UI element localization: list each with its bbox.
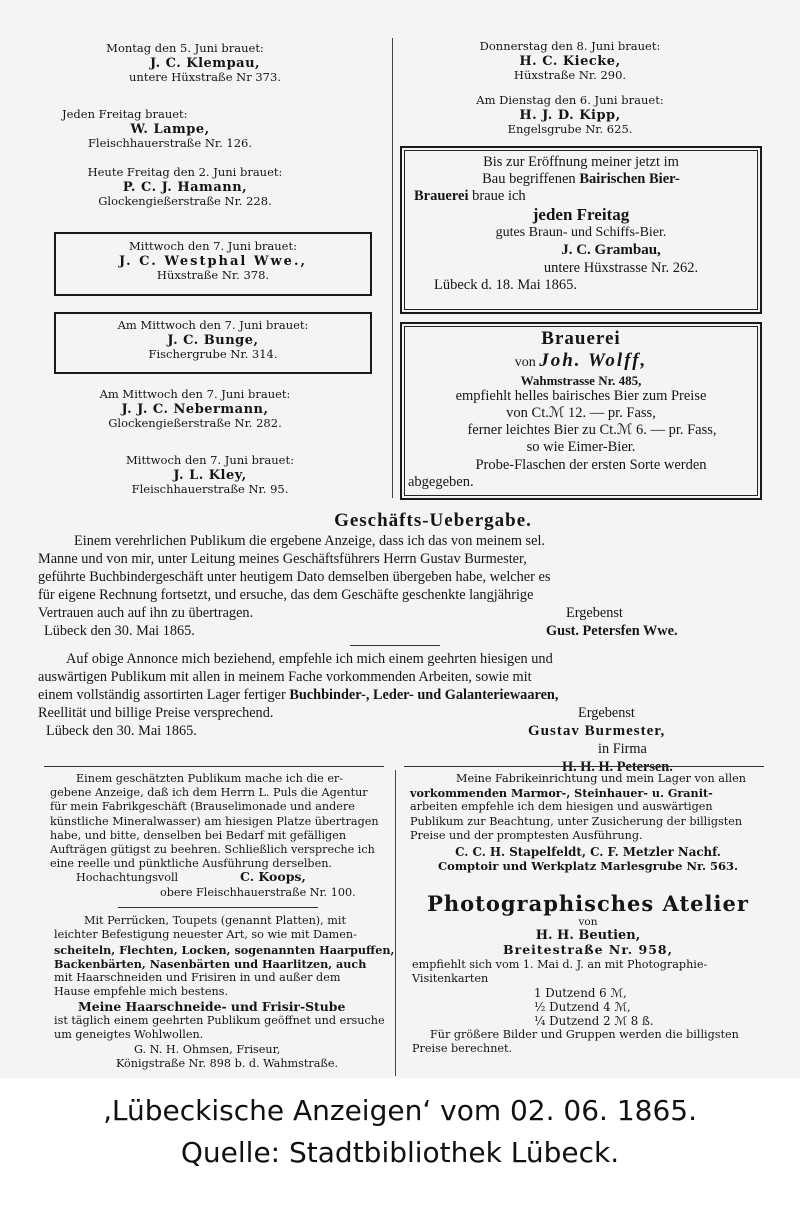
grambau-bold: Brauerei bbox=[414, 188, 469, 205]
uebergabe-text-line: Manne und von mir, unter Leitung meines Geschäftsführers Herrn Gustav Burmester, bbox=[38, 551, 527, 568]
ohmsen-line: Hause empfehle mich bestens. bbox=[54, 985, 229, 999]
beutien-line: Für größere Bilder und Gruppen werden die billigsten bbox=[430, 1027, 739, 1041]
grambau-address: untere Hüxstrasse Nr. 262. bbox=[543, 259, 699, 276]
wolff-address: Wahmstrasse Nr. 485, bbox=[520, 372, 642, 388]
beutien-line: Preise berechnet. bbox=[412, 1041, 513, 1055]
grambau-line: gutes Braun- und Schiffs-Bier. bbox=[495, 225, 667, 241]
ohmsen-line: mit Haarschneiden und Frisiren in und außer dem bbox=[54, 971, 341, 985]
uebergabe-date: Lübeck den 30. Mai 1865. bbox=[44, 623, 195, 640]
koops-line: gebene Anzeige, daß ich dem Herrn L. Puls die Agentur bbox=[50, 786, 368, 800]
koops-line: künstliche Mineralwasser) am hiesigen Platze übertragen bbox=[50, 814, 379, 828]
grambau-line bbox=[410, 188, 752, 205]
beutien-line: Visitenkarten bbox=[412, 971, 489, 985]
grambau-heading: jeden Freitag bbox=[532, 205, 630, 225]
ad-beutien bbox=[408, 892, 768, 1056]
stapelfeldt-line: arbeiten empfehle ich dem hiesigen und auswärtigen bbox=[410, 800, 713, 814]
ad-burmester bbox=[38, 650, 768, 776]
ohmsen-line: Meine Haarschneide- und Frisir-Stube bbox=[78, 998, 346, 1014]
burmester-text-line: Auf obige Annonce mich beziehend, empfehle ich mich einem geehrten hiesigen und bbox=[66, 651, 553, 667]
ohmsen-line: leichter Befestigung neuester Art, so wie mit Damen- bbox=[54, 928, 357, 942]
ad-lampe bbox=[40, 108, 300, 150]
wolff-line: ferner leichtes Bier zu Ct.ℳ 6. — pr. Fass, bbox=[467, 422, 717, 439]
beutien-title: Photographisches Atelier bbox=[427, 891, 749, 916]
ad-wolff bbox=[400, 322, 762, 500]
ad-westphal bbox=[54, 232, 372, 296]
ad-nebermann bbox=[45, 388, 345, 430]
ad-stapelfeldt bbox=[410, 772, 766, 873]
ad-date-line: Am Dienstag den 6. Juni brauet: bbox=[476, 93, 664, 107]
koops-name: C. Koops, bbox=[240, 869, 306, 885]
ad-address: Fleischhauerstraße Nr. 95. bbox=[131, 481, 289, 496]
wolff-line: so wie Eimer-Bier. bbox=[526, 439, 636, 456]
caption-source: Quelle: Stadtbibliothek Lübeck. bbox=[180, 1136, 620, 1169]
grambau-line bbox=[410, 171, 752, 188]
beutien-von: von bbox=[578, 915, 598, 928]
ad-kipp bbox=[420, 94, 720, 136]
ad-date-line: Heute Freitag den 2. Juni brauet: bbox=[87, 165, 283, 179]
ad-name: W. Lampe, bbox=[130, 121, 210, 137]
koops-line: eine reelle und pünktliche Ausführung derselben. bbox=[50, 857, 332, 871]
ad-address: Fleischhauerstraße Nr. 126. bbox=[87, 135, 253, 150]
ad-address: Hüxstraße Nr. 290. bbox=[513, 67, 627, 82]
koops-line: für mein Fabrikgeschäft (Brauselimonade und andere bbox=[50, 800, 355, 814]
ad-kiecke bbox=[420, 40, 720, 82]
ohmsen-line: um geneigtes Wohlwollen. bbox=[54, 1028, 204, 1042]
ad-ohmsen bbox=[54, 914, 395, 1071]
ohmsen-line: scheiteln, Flechten, Locken, sogenannten Haarpuffen, bbox=[54, 942, 395, 957]
ad-address: Engelsgrube Nr. 625. bbox=[507, 121, 633, 136]
burmester-signature: Gustav Burmester, bbox=[528, 723, 666, 739]
uebergabe-ergebenst: Ergebenst bbox=[566, 605, 623, 622]
beutien-price: 1 Dutzend 6 ℳ, bbox=[534, 985, 627, 1000]
uebergabe-signature: Gust. Petersfen Wwe. bbox=[546, 623, 678, 640]
ad-date-line: Am Mittwoch den 7. Juni brauet: bbox=[99, 387, 291, 401]
wolff-line: empfiehlt helles bairisches Bier zum Preise bbox=[455, 388, 707, 405]
wolff-line: Probe-Flaschen der ersten Sorte werden bbox=[475, 456, 707, 473]
ad-uebergabe bbox=[38, 510, 768, 640]
ad-date-line: Donnerstag den 8. Juni brauet: bbox=[479, 39, 661, 53]
burmester-firm-name: H. H. H. Petersen. bbox=[562, 759, 673, 775]
beutien-name: H. H. Beutien, bbox=[535, 927, 641, 943]
wolff-title: Brauerei bbox=[541, 328, 621, 349]
ad-address: Fischergrube Nr. 314. bbox=[148, 346, 278, 361]
section-rule bbox=[404, 766, 764, 767]
ad-name: J. C. Westphal Wwe., bbox=[118, 253, 308, 269]
burmester-text-line: Reellität und billige Preise versprechend. bbox=[38, 705, 274, 721]
koops-greeting: Hochachtungsvoll bbox=[76, 871, 179, 885]
ad-name: H. C. Kiecke, bbox=[519, 53, 621, 69]
ohmsen-signature: G. N. H. Ohmsen, Friseur, bbox=[134, 1042, 281, 1056]
stapelfeldt-line: vorkommenden Marmor-, Steinhauer- u. Granit- bbox=[410, 786, 713, 801]
ad-klempau bbox=[40, 42, 330, 84]
burmester-text-line bbox=[38, 686, 768, 704]
ohmsen-line: Mit Perrücken, Toupets (genannt Platten), mit bbox=[84, 914, 346, 927]
column-divider bbox=[392, 38, 393, 498]
grambau-text: Bau begriffenen bbox=[482, 171, 576, 188]
ad-date-line: Mittwoch den 7. Juni brauet: bbox=[125, 453, 294, 467]
ohmsen-line: ist täglich einem geehrten Publikum geöffnet und ersuche bbox=[54, 1014, 385, 1028]
section-rule bbox=[350, 645, 440, 646]
uebergabe-text-line: geführte Buchbindergeschäft unter heutigem Dato demselben übergeben habe, welcher es bbox=[38, 569, 551, 586]
section-rule bbox=[118, 907, 318, 908]
stapelfeldt-line: Meine Fabrikeinrichtung und mein Lager von allen bbox=[456, 772, 746, 785]
stapelfeldt-line: Publikum zur Beachtung, unter Zusicherung der billigsten bbox=[410, 814, 743, 828]
ad-address: untere Hüxstraße Nr 373. bbox=[129, 69, 281, 84]
ad-bunge bbox=[54, 312, 372, 374]
wolff-line: abgegeben. bbox=[408, 473, 474, 490]
ad-hamann bbox=[40, 166, 330, 208]
koops-line: Einem geschätzten Publikum mache ich die er- bbox=[76, 772, 344, 785]
koops-address: obere Fleischhauerstraße Nr. 100. bbox=[160, 886, 356, 900]
beutien-price: ½ Dutzend 4 ℳ, bbox=[534, 999, 631, 1014]
grambau-date: Lübeck d. 18. Mai 1865. bbox=[434, 276, 577, 293]
uebergabe-text-line: Vertrauen auch auf ihn zu übertragen. bbox=[38, 605, 254, 622]
ad-date-line: Am Mittwoch den 7. Juni brauet: bbox=[117, 318, 309, 332]
ad-name: P. C. J. Hamann, bbox=[122, 179, 248, 195]
beutien-line: empfiehlt sich vom 1. Mai d. J. an mit Photographie- bbox=[412, 957, 708, 971]
burmester-bold: Buchbinder-, Leder- und Galanteriewaaren, bbox=[289, 687, 559, 703]
ad-name: J. C. Bunge, bbox=[167, 332, 259, 348]
koops-line: Aufträgen gütigst zu beehren. Schließlich verspreche ich bbox=[50, 843, 375, 857]
ad-date-line: Jeden Freitag brauet: bbox=[62, 107, 188, 121]
section-rule bbox=[44, 766, 384, 767]
ad-name: J. L. Kley, bbox=[173, 467, 247, 483]
stapelfeldt-address: Comptoir und Werkplatz Marlesgrube Nr. 563. bbox=[438, 859, 738, 874]
burmester-text: einem vollständig assortirten Lager fertiger bbox=[38, 687, 286, 703]
ad-grambau bbox=[400, 146, 762, 314]
wolff-name: Joh. Wolff, bbox=[539, 350, 648, 372]
wolff-line: von Ct.ℳ 12. — pr. Fass, bbox=[506, 405, 656, 422]
grambau-text: braue ich bbox=[472, 188, 526, 205]
ad-address: Glockengießerstraße Nr. 228. bbox=[98, 193, 272, 208]
uebergabe-title: Geschäfts-Uebergabe. bbox=[334, 510, 532, 531]
ohmsen-line: Backenbärten, Nasenbärten und Haarlitzen, auch bbox=[54, 956, 367, 971]
stapelfeldt-line: Preise und der promptesten Ausführung. bbox=[410, 828, 643, 842]
ad-date-line: Montag den 5. Juni brauet: bbox=[106, 41, 264, 55]
ad-address: Hüxstraße Nr. 378. bbox=[156, 267, 270, 282]
wolff-name-line bbox=[408, 350, 754, 372]
ad-name: J. C. Klempau, bbox=[149, 55, 261, 71]
column-divider bbox=[395, 770, 396, 1076]
ad-name: J. J. C. Nebermann, bbox=[121, 401, 269, 417]
wolff-von: von bbox=[514, 355, 536, 371]
stapelfeldt-signature: C. C. H. Stapelfeldt, C. F. Metzler Nachf. bbox=[455, 845, 721, 860]
grambau-line: Bis zur Eröffnung meiner jetzt im bbox=[483, 154, 679, 170]
caption-title: ‚Lübeckische Anzeigen‘ vom 02. 06. 1865. bbox=[102, 1094, 698, 1127]
burmester-date: Lübeck den 30. Mai 1865. bbox=[46, 723, 197, 739]
uebergabe-text-line: Einem verehrlichen Publikum die ergebene Anzeige, dass ich das von meinem sel. bbox=[74, 533, 546, 550]
burmester-ergebenst: Ergebenst bbox=[578, 705, 635, 721]
ohmsen-address: Königstraße Nr. 898 b. d. Wahmstraße. bbox=[116, 1056, 339, 1070]
grambau-bold: Bairischen Bier- bbox=[579, 171, 680, 188]
burmester-firma: in Firma bbox=[598, 741, 647, 757]
burmester-text-line: auswärtigen Publikum mit allen in meinem Fache vorkommenden Arbeiten, sowie mit bbox=[38, 669, 532, 685]
ad-koops bbox=[50, 772, 386, 901]
ad-name: H. J. D. Kipp, bbox=[519, 107, 621, 123]
ad-address: Glockengießerstraße Nr. 282. bbox=[108, 415, 282, 430]
beutien-address: Breitestraße Nr. 958, bbox=[503, 942, 673, 958]
ad-date-line: Mittwoch den 7. Juni brauet: bbox=[128, 239, 297, 253]
grambau-name: J. C. Grambau, bbox=[561, 241, 661, 258]
beutien-price: ¼ Dutzend 2 ℳ 8 ß. bbox=[534, 1013, 654, 1028]
image-caption bbox=[0, 1090, 800, 1174]
uebergabe-text-line: für eigene Rechnung fortsetzt, und ersuche, das dem Geschäfte geschenkte langjährige bbox=[38, 587, 534, 604]
koops-line: habe, und bitte, denselben bei Bedarf mit gefälligen bbox=[50, 828, 347, 842]
ad-kley bbox=[80, 454, 340, 496]
